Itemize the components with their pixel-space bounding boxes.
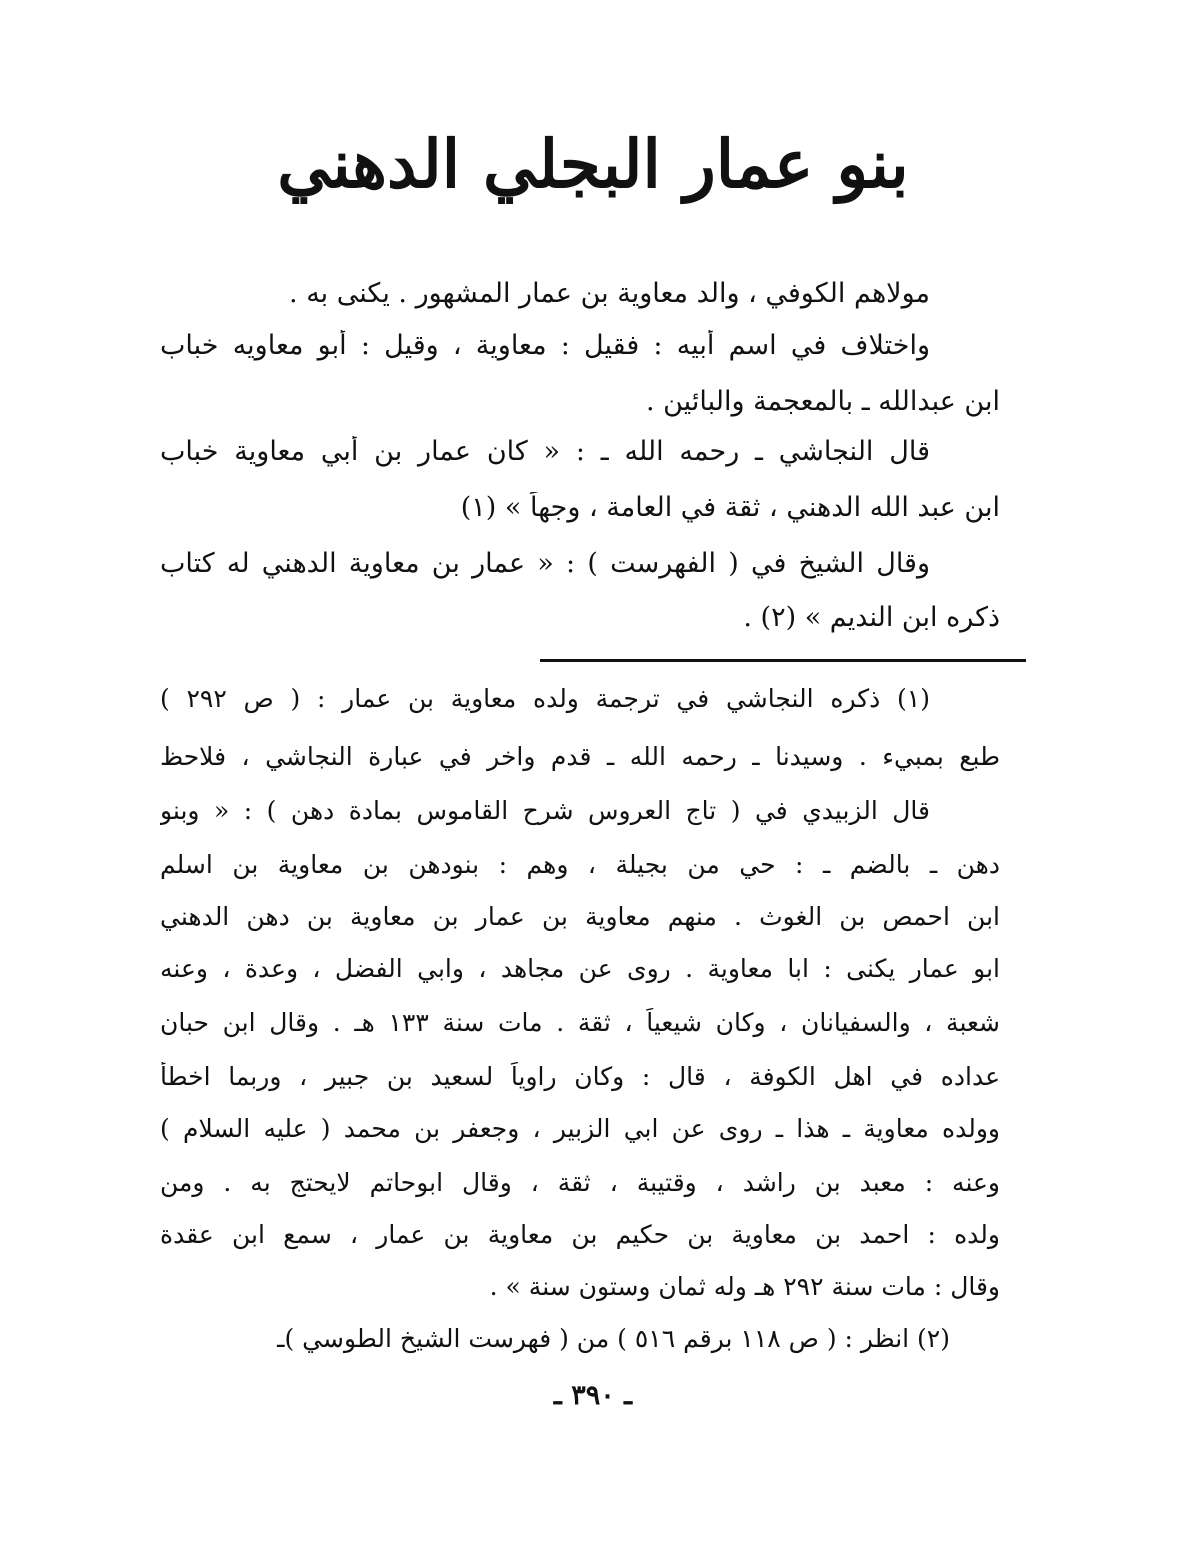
footnote-line: (١) ذكره النجاشي في ترجمة ولده معاوية بن عمار : ( ص ٢٩٢ ) <box>160 684 930 713</box>
footnote-line: وعنه : معبد بن راشد ، وقتيبة ، ثقة ، وقال ابوحاتم لايحتج به . ومن <box>160 1168 1000 1197</box>
footnote-line: ولده : احمد بن معاوية بن حكيم بن معاوية بن عمار ، سمع ابن عقدة <box>160 1220 1000 1249</box>
body-line: ذكره ابن النديم » (٢) . <box>743 602 1000 633</box>
body-line: ابن عبدالله ـ بالمعجمة والبائين . <box>645 386 1000 417</box>
body-line: قال النجاشي ـ رحمه الله ـ : « كان عمار بن أبي معاوية خباب <box>160 436 930 467</box>
chapter-title: بنو عمار البجلي الدهني <box>277 125 909 203</box>
footnote-line: عداده في اهل الكوفة ، قال : وكان راوياً لسعيد بن جبير ، وربما اخطأ <box>160 1062 1000 1091</box>
footnote-line: (٢) انظر : ( ص ١١٨ برقم ٥١٦ ) من ( فهرست الشيخ الطوسي )ـ <box>277 1324 950 1353</box>
footnote-line: قال الزبيدي في ( تاج العروس شرح القاموس بمادة دهن ) : « وبنو <box>160 796 930 825</box>
footnote-line: شعبة ، والسفيانان ، وكان شيعياً ، ثقة . مات سنة ١٣٣ هـ . وقال ابن حبان <box>160 1008 1000 1037</box>
footnote-line: دهن ـ بالضم ـ : حي من بجيلة ، وهم : بنودهن بن معاوية بن اسلم <box>160 850 1000 879</box>
body-line: واختلاف في اسم أبيه : فقيل : معاوية ، وقيل : أبو معاويه خباب <box>160 330 930 361</box>
footnote-line: ابن احمص بن الغوث . منهم معاوية بن عمار بن معاوية بن دهن الدهني <box>160 902 1000 931</box>
footnote-line: وقال : مات سنة ٢٩٢ هـ وله ثمان وستون سنة » . <box>489 1272 1000 1301</box>
page-number: ـ ٣٩٠ ـ <box>553 1380 633 1411</box>
footnote-separator <box>540 659 1026 662</box>
body-line: ابن عبد الله الدهني ، ثقة في العامة ، وجهاً » (١) <box>460 492 1000 523</box>
body-line: وقال الشيخ في ( الفهرست ) : « عمار بن معاوية الدهني له كتاب <box>160 548 930 579</box>
footnote-line: ابو عمار يكنى : ابا معاوية . روى عن مجاهد ، وابي الفضل ، وعدة ، وعنه <box>160 954 1000 983</box>
body-line: مولاهم الكوفي ، والد معاوية بن عمار المشهور . يكنى به . <box>289 278 930 309</box>
footnote-line: وولده معاوية ـ هذا ـ روى عن ابي الزبير ، وجعفر بن محمد ( عليه السلام ) <box>160 1114 1000 1143</box>
footnote-line: طبع بمبيء . وسيدنا ـ رحمه الله ـ قدم واخر في عبارة النجاشي ، فلاحظ <box>160 742 1000 771</box>
